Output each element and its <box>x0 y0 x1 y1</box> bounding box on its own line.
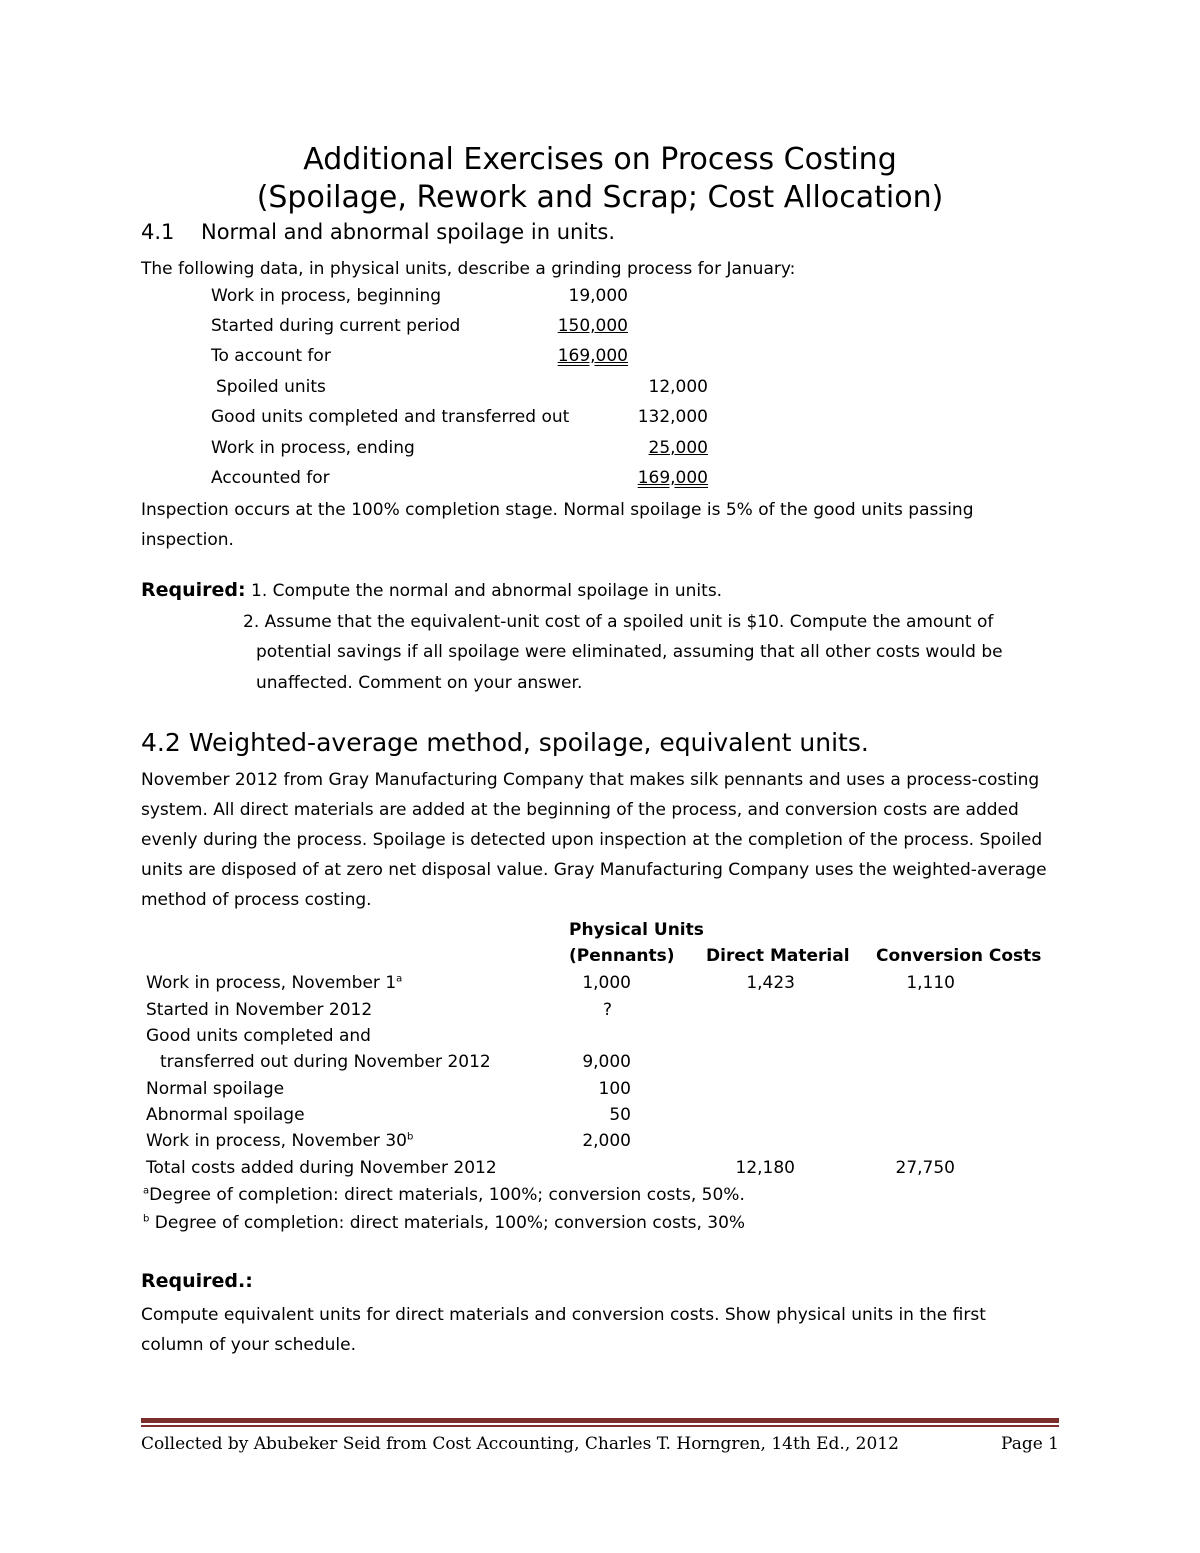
row-label: Spoiled units <box>216 377 326 397</box>
table-row-label: Good units completed and <box>146 1026 371 1046</box>
requirement-2-line-3: unaffected. Comment on your answer. <box>256 673 583 693</box>
row-value: 25,000 <box>648 438 708 458</box>
required-block <box>141 577 722 604</box>
table-cell-physical: 50 <box>609 1105 631 1125</box>
exercise-title: Normal and abnormal spoilage in units. <box>201 220 616 244</box>
document-title: Additional Exercises on Process Costing <box>303 142 897 177</box>
table-row-label: transferred out during November 2012 <box>160 1052 491 1072</box>
row-label: Work in process, beginning <box>211 286 442 306</box>
row-value: 169,000 <box>637 468 708 488</box>
exercise-4-2-paragraph: November 2012 from Gray Manufacturing Company that makes silk pennants and uses a process-costing system. All direct materials are added at the beginning of the process, and conversion costs are added evenly during the process. Spoilage is detected upon inspection at the completion of the process. Spoiled units are disposed of at zero net disposal value. Gray Manufacturing Company uses the weighted-average method of process costing. <box>141 770 1047 910</box>
required-text-4-2: Compute equivalent units for direct materials and conversion costs. Show physical units in the first column of your schedule. <box>141 1305 986 1355</box>
table-row-label: Work in process, November 1$^a$ <box>146 973 403 993</box>
header-direct-material: Direct Material <box>706 946 850 966</box>
table-row-label: Abnormal spoilage <box>146 1105 305 1125</box>
document-subtitle: (Spoilage, Rework and Scrap; Cost Allocation) <box>256 180 944 215</box>
table-row-label: Work in process, November 30$^b$ <box>146 1131 414 1151</box>
requirement-2-line-2: potential savings if all spoilage were eliminated, assuming that all other costs would be <box>256 642 1003 662</box>
footnote-a: $^a$Degree of completion: direct materials, 100%; conversion costs, 50%. <box>143 1185 745 1205</box>
header-pennants: (Pennants) <box>569 946 675 966</box>
table-cell-physical: 100 <box>598 1079 631 1099</box>
table-row-label: Total costs added during November 2012 <box>146 1158 497 1178</box>
exercise-4-1-heading <box>141 220 615 244</box>
exercise-4-2-heading: 4.2 Weighted-average method, spoilage, equivalent units. <box>141 728 869 757</box>
header-physical-units: Physical Units <box>569 920 704 940</box>
exercise-4-1-intro: The following data, in physical units, describe a grinding process for January: <box>141 259 796 279</box>
requirement-1: 1. Compute the normal and abnormal spoilage in units. <box>251 581 723 601</box>
page-number: Page 1 <box>1001 1434 1059 1454</box>
row-value: 132,000 <box>637 407 708 427</box>
required-label: Required: <box>141 579 246 601</box>
table-cell-physical: 2,000 <box>582 1131 631 1151</box>
table-row-label: Started in November 2012 <box>146 1000 373 1020</box>
row-label: Good units completed and transferred out <box>211 407 570 427</box>
footnote-b: $^b$ Degree of completion: direct materials, 100%; conversion costs, 30% <box>143 1213 746 1233</box>
footer-rule-thin <box>141 1425 1059 1427</box>
table-cell-direct-material: 1,423 <box>746 973 795 993</box>
table-cell-conversion: 1,110 <box>906 973 955 993</box>
row-value: 150,000 <box>557 316 628 336</box>
footer-rule-thick <box>141 1418 1059 1423</box>
row-label: Accounted for <box>211 468 330 488</box>
requirement-2-line-1: 2. Assume that the equivalent-unit cost of a spoiled unit is $10. Compute the amount of <box>243 612 994 632</box>
row-label: Work in process, ending <box>211 438 415 458</box>
footer-credit: Collected by Abubeker Seid from Cost Accounting, Charles T. Horngren, 14th Ed., 2012 <box>141 1434 899 1454</box>
table-cell-conversion: 27,750 <box>895 1158 955 1178</box>
table-cell-physical: 1,000 <box>582 973 631 993</box>
header-conversion-costs: Conversion Costs <box>876 946 1042 966</box>
row-label: To account for <box>211 346 331 366</box>
row-value: 169,000 <box>557 346 628 366</box>
row-label: Started during current period <box>211 316 461 336</box>
table-cell-physical: ? <box>603 1000 613 1020</box>
table-row-label: Normal spoilage <box>146 1079 285 1099</box>
required-label-4-2: Required.: <box>141 1270 253 1292</box>
table-cell-direct-material: 12,180 <box>735 1158 795 1178</box>
row-value: 12,000 <box>648 377 708 397</box>
row-value: 19,000 <box>568 286 628 306</box>
table-cell-physical: 9,000 <box>582 1052 631 1072</box>
inspection-note: Inspection occurs at the 100% completion stage. Normal spoilage is 5% of the good units passing inspection. <box>141 500 974 550</box>
exercise-number: 4.1 <box>141 220 175 244</box>
